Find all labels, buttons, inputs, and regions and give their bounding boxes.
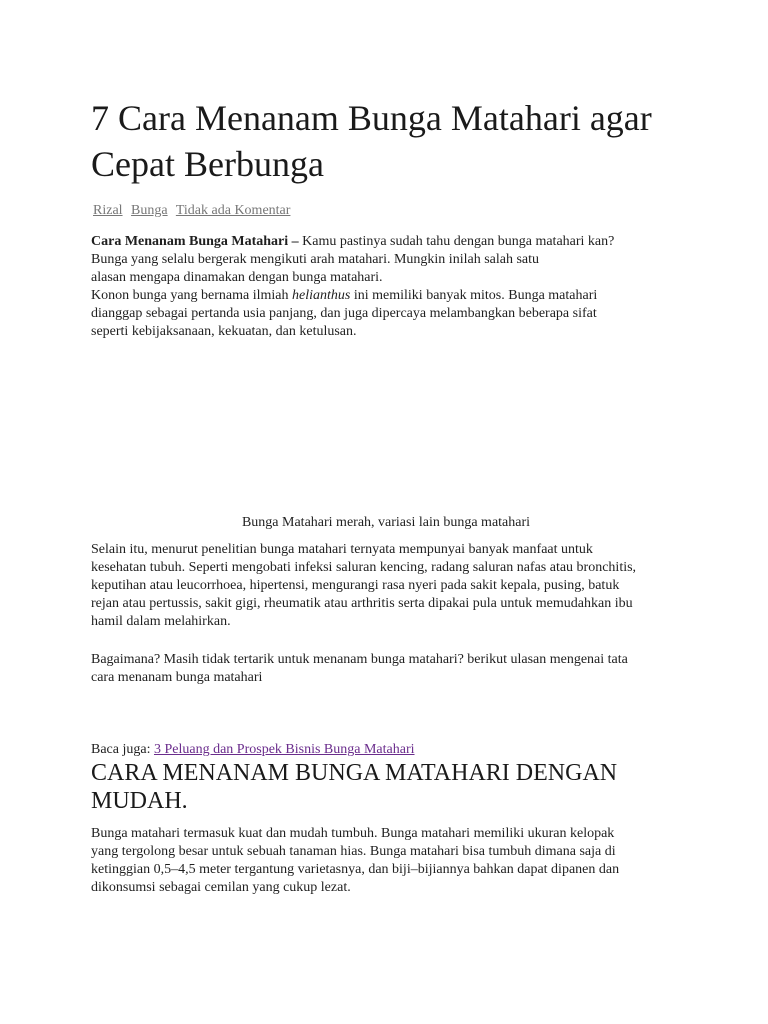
benefits-paragraph	[91, 541, 691, 631]
benefits-line: hamil dalam melahirkan.	[91, 614, 231, 629]
question-line: Bagaimana? Masih tidak tertarik untuk menanam bunga matahari? berikut ulasan mengenai tata	[91, 652, 628, 667]
section-line: ketinggian 0,5–4,5 meter tergantung varietasnya, dan biji–bijiannya bahkan dapat dipanen dan	[91, 862, 620, 877]
intro-bold-lead: Cara Menanam Bunga Matahari –	[91, 234, 299, 249]
image-caption: Bunga Matahari merah, variasi lain bunga matahari	[241, 515, 531, 530]
section-paragraph	[91, 825, 691, 897]
article	[91, 95, 691, 895]
intro-paragraph	[91, 233, 691, 341]
section-heading-line-2: MUDAH.	[91, 788, 188, 814]
section-line: dikonsumsi sebagai cemilan yang cukup lezat.	[91, 880, 351, 895]
intro-line-5: dianggap sebagai pertanda usia panjang, dan juga dipercaya melambangkan beberapa sifat	[91, 306, 597, 321]
benefits-line: rejan atau pertussis, sakit gigi, rheumatik atau arthritis serta dipakai pula untuk memudahkan ibu	[91, 596, 633, 611]
question-paragraph	[91, 651, 691, 687]
intro-line-6: seperti kebijaksanaan, kekuatan, dan ketulusan.	[91, 324, 357, 339]
read-also	[91, 741, 415, 759]
scientific-name: helianthus	[292, 288, 351, 303]
section-heading	[91, 759, 691, 815]
intro-line-4-post: ini memiliki banyak mitos. Bunga matahari	[350, 288, 598, 303]
intro-line-3: alasan mengapa dinamakan dengan bunga matahari.	[91, 270, 383, 285]
benefits-line: Selain itu, menurut penelitian bunga matahari ternyata mempunyai banyak manfaat untuk	[91, 542, 593, 557]
section-line: Bunga matahari termasuk kuat dan mudah tumbuh. Bunga matahari memiliki ukuran kelopak	[91, 826, 615, 841]
comments-link[interactable]: Tidak ada Komentar	[175, 203, 291, 218]
author-link[interactable]: Rizal	[93, 203, 123, 218]
article-meta	[91, 203, 691, 219]
intro-line-4-pre: Konon bunga yang bernama ilmiah	[91, 288, 293, 303]
article-title-line-1: 7 Cara Menanam Bunga Matahari agar	[91, 98, 652, 138]
article-title-line-2: Cepat Berbunga	[91, 144, 324, 184]
article-title	[91, 95, 691, 187]
intro-line-2: Bunga yang selalu bergerak mengikuti arah matahari. Mungkin inilah salah satu	[91, 252, 540, 267]
section-heading-line-1: CARA MENANAM BUNGA MATAHARI DENGAN	[91, 760, 618, 786]
read-also-link[interactable]: 3 Peluang dan Prospek Bisnis Bunga Matahari	[153, 742, 415, 757]
intro-line-1: Kamu pastinya sudah tahu dengan bunga matahari kan?	[298, 234, 615, 249]
question-line: cara menanam bunga matahari	[91, 670, 263, 685]
category-link[interactable]: Bunga	[131, 203, 168, 218]
benefits-line: keputihan atau leucorrhoea, hipertensi, mengurangi rasa nyeri pada sakit kepala, pusing, batuk	[91, 578, 620, 593]
read-also-label: Baca juga:	[91, 742, 154, 757]
section-line: yang tergolong besar untuk sebuah tanaman hias. Bunga matahari bisa tumbuh dimana saja di	[91, 844, 616, 859]
benefits-line: kesehatan tubuh. Seperti mengobati infeksi saluran kencing, radang saluran nafas atau bronchitis,	[91, 560, 637, 575]
